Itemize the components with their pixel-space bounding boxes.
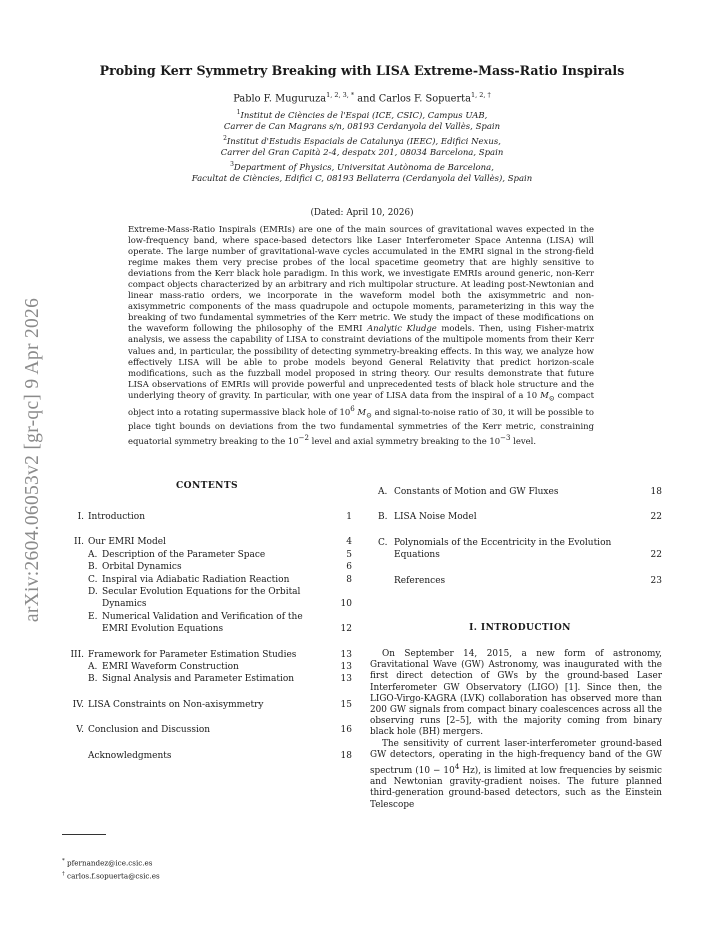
dated-line: (Dated: April 10, 2026) [310,208,414,218]
abstract-text: and signal-to-noise ratio of 30, it will be possible to place tight bounds on deviations from the two fundamental symmetries of the Kerr metric, constraining equatorial symmetry breaking to the 10 [128,407,594,446]
toc-label: Signal Analysis and Parameter Estimation [102,674,295,685]
footnote-text: pfernandez@ice.csic.es [67,858,153,868]
footnotes [62,856,160,881]
footnote-mark: * [62,858,65,864]
toc-label: EMRI Waveform Construction [102,662,239,673]
toc-label: Introduction [88,512,145,522]
solar-mass-symbol: M [540,389,549,400]
author-list [60,91,664,104]
toc-number: C. [88,574,98,585]
toc-page: 18 [650,487,662,497]
toc-number: C. [378,537,388,548]
toc-subentry-continued[interactable] [62,598,352,610]
abstract-italic-term: Analytic Kludge [367,323,437,334]
toc-subentry[interactable] [62,561,352,573]
toc-label: Constants of Motion and GW Fluxes [394,487,559,497]
toc-page: 22 [650,512,662,523]
toc-label: Acknowledgments [88,750,172,761]
author-name: Pablo F. Muguruza [233,93,327,105]
toc-subentry[interactable] [62,574,352,586]
toc-label: LISA Noise Model [394,512,477,523]
toc-number: II. [74,537,84,548]
affiliation-line: Facultat de Ciències, Edifici C, 08193 Bellaterra (Cerdanyola del Vallès), Spain [191,173,533,184]
toc-subentry[interactable] [62,586,352,598]
toc-label: Framework for Parameter Estimation Studies [88,649,297,660]
toc-subentry-continued[interactable] [62,623,352,635]
footnote-text: carlos.f.sopuerta@csic.es [67,870,160,880]
exponent: 4 [454,762,460,772]
affiliation-mark: 3 [230,161,234,169]
toc-page: 6 [346,562,352,573]
toc-page: 4 [346,537,352,548]
intro-text: The sensitivity of current laser-interferometer ground-based GW detectors, operating in the high-frequency band of the GW spectrum (10 − 10 [370,738,662,776]
arxiv-identifier-stamp [12,250,54,670]
toc-number: B. [88,674,98,685]
toc-page: 16 [340,725,352,736]
introduction-heading: I. INTRODUCTION [469,622,571,633]
abstract-text: Extreme-Mass-Ratio Inspirals (EMRIs) are one of the main sources of gravitational waves expected in the low-frequency band, where space-based detectors like Laser Interferometer Space Antenna (LISA) will operate. The large number of gravitational-wave cycles accumulated in the EMRI signal in the strong-field regime makes them very precise probes of the local spacetime geometry that are highly sensitive to deviations from the Kerr black hole paradigm. In this work, we investigate EMRIs around generic, non-Kerr compact objects characterized by an arbitrary and rich multipolar structure. At leading post-Newtonian and linear mass-ratio orders, we incorporate in the waveform model both the axisymmetric and non-axisymmetric components of the mass quadrupole and octupole moments, parameterizing in this way the breaking of two fundamental symmetries of the Kerr metric. We study the impact of these modifications on the waveform following the philosophy of the EMRI [128,224,594,334]
affiliation-line [60,159,664,174]
toc-subentry[interactable] [62,661,352,673]
toc-label: Dynamics [102,599,147,610]
appendix-contents [378,486,662,587]
toc-references[interactable] [378,575,662,587]
toc-page: 18 [340,750,352,761]
toc-label: Orbital Dynamics [102,562,182,573]
toc-number: I. [77,512,84,522]
toc-number: III. [70,649,84,660]
toc-page: 1 [346,512,352,522]
toc-entry-lisa-constraints[interactable] [62,699,352,711]
exponent: 6 [350,404,355,414]
abstract-text: models. Then, using Fisher-matrix analysis, we assess the capability of LISA to constraint deviations of the multipole moments from their Kerr values and, in particular, the possibility of detecting symmetry-breaking effects. In this way, we analyze how effectively LISA will be able to probe models beyond General Relativity that predict horizon-scale modifications, such as the fuzzball model proposed in string theory. Our results demonstrate that future LISA observations of EMRIs will provide powerful and unprecedented tests of black hole structure and the underlying theory of gravity. In particular, with one year of LISA data from the inspiral of a 10 [128,323,594,400]
toc-number: A. [88,662,98,673]
toc-appendix-a[interactable] [378,486,662,498]
toc-subentry[interactable] [62,549,352,561]
affiliation-line [60,107,664,122]
introduction-body [370,649,662,811]
affiliation-mark: 2 [223,135,227,143]
toc-appendix-c[interactable] [378,537,662,549]
footnote-email-1[interactable] [62,856,160,869]
toc-number: V. [76,725,84,736]
author-conjunction: and [354,93,379,105]
toc-page: 13 [340,649,352,660]
toc-entry-conclusion[interactable] [62,724,352,736]
toc-page: 10 [340,599,352,610]
toc-label: EMRI Evolution Equations [102,624,224,635]
toc-entry-emri-model[interactable] [62,536,352,548]
author-affiliation-marks: 1, 2, † [470,91,491,99]
toc-label: Polynomials of the Eccentricity in the Evolution [394,537,612,548]
toc-label: Conclusion and Discussion [88,725,211,736]
toc-page: 13 [340,662,352,673]
toc-appendix-b[interactable] [378,511,662,523]
toc-number: IV. [72,699,84,710]
intro-paragraph-2 [370,739,662,811]
toc-number: B. [88,562,98,573]
toc-label: Description of the Parameter Space [102,549,266,560]
footnote-email-2[interactable] [62,869,160,882]
toc-label: Our EMRI Model [88,537,166,548]
affiliation-text: Institut d'Estudis Espacials de Catalunya (IEEC), Edifici Nexus, [226,136,501,147]
affiliation-list [60,107,664,185]
abstract [128,224,594,447]
solar-mass-symbol: M [357,407,367,418]
abstract-text: level and axial symmetry breaking to the 10 [309,435,501,446]
footnote-mark: † [62,870,65,877]
affiliation-mark: 1 [236,109,241,116]
affiliation-line: Carrer del Gran Capità 2-4, despatx 201, 08034 Barcelona, Spain [220,147,504,158]
solar-mass-subscript: ⊙ [366,410,372,420]
solar-mass-subscript: ⊙ [548,393,555,403]
affiliation-text: Department of Physics, Universitat Autònoma de Barcelona, [233,162,494,173]
toc-page: 5 [346,549,352,560]
affiliation-line: Carrer de Can Magrans s/n, 08193 Cerdanyola del Vallès, Spain [223,121,501,132]
toc-label: Numerical Validation and Verification of the [102,611,303,622]
intro-paragraph-1: On September 14, 2015, a new form of astronomy, Gravitational Wave (GW) Astronomy, was inaugurated with the first direct detection of GWs by the ground-based Laser Interferometer GW Observatory (LIGO) [1]. Since then, the LIGO-Virgo-KAGRA (LVK) collaboration has observed more than 200 GW signals from compact binary coalescences across all the observing runs [2–5], with the majority coming from binary black hole (BH) mergers. [370,649,662,738]
author-name: Carlos F. Sopuerta [378,93,471,105]
toc-entry-framework[interactable] [62,649,352,661]
toc-page: 13 [340,674,352,685]
affiliation-line [60,133,664,148]
toc-number: D. [88,587,98,598]
arxiv-id-text: arXiv:2604.06053v2 [gr-qc] 9 Apr 2026 [22,297,43,623]
toc-number: E. [88,611,98,622]
toc-label: References [394,575,446,586]
toc-page: 15 [340,699,352,710]
toc-label: LISA Constraints on Non-axisymmetry [88,699,264,710]
author-affiliation-marks: 1, 2, 3, * [326,91,355,99]
toc-subentry[interactable] [62,611,352,623]
exponent: −2 [298,433,309,443]
toc-number: A. [378,487,388,497]
toc-label: Secular Evolution Equations for the Orbital [102,587,301,598]
table-of-contents [62,480,352,762]
paper-title: Probing Kerr Symmetry Breaking with LISA Extreme-Mass-Ratio Inspirals [99,63,625,78]
toc-label: Equations [394,550,440,561]
abstract-text: compact object into a rotating supermassive black hole of 10 [128,389,594,418]
toc-page: 12 [340,624,352,635]
affiliation-text: Institut de Ciències de l'Espai (ICE, CSIC), Campus UAB, [240,110,488,121]
toc-number: A. [88,549,98,560]
contents-heading: CONTENTS [175,480,239,491]
exponent: −3 [500,433,511,443]
intro-text: Hz), is limited at low frequencies by seismic and Newtonian gravity-gradient noises. The future planned third-generation ground-based detectors, such as the Einstein Telescope [370,765,662,810]
toc-entry-introduction[interactable] [62,511,352,523]
toc-page: 22 [650,550,662,561]
abstract-text: level. [510,435,536,446]
toc-page: 8 [346,574,352,585]
toc-subentry[interactable] [62,673,352,685]
footnote-rule [62,834,106,835]
toc-entry-acknowledgments[interactable] [62,750,352,762]
toc-number: B. [378,512,388,523]
toc-label: Inspiral via Adiabatic Radiation Reaction [102,574,290,585]
toc-page: 23 [650,575,662,586]
toc-appendix-c-continued[interactable] [378,549,662,561]
